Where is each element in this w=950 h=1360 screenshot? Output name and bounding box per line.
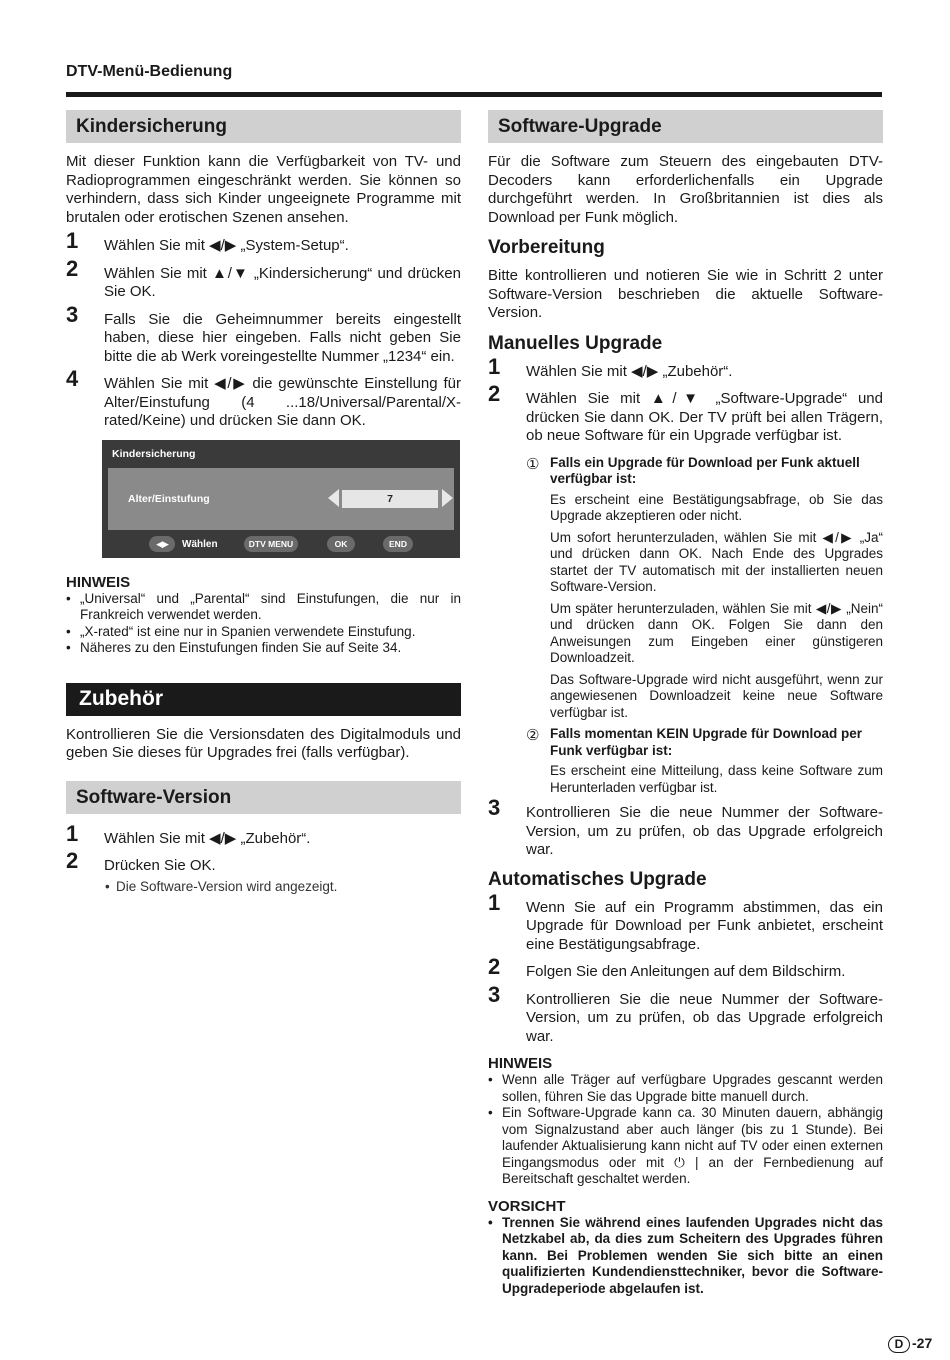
hinweis-heading: HINWEIS	[66, 573, 131, 591]
step-text: Drücken Sie OK.	[104, 857, 216, 874]
note-item: • „Universal“ und „Parental“ sind Einstufungen, die nur in Frankreich verwendet werden.	[66, 591, 461, 624]
subheading-manuelles-upgrade: Manuelles Upgrade	[488, 332, 663, 354]
left-column	[66, 110, 461, 905]
note-item: • „X-rated“ ist eine nur in Spanien verwendete Einstufung.	[66, 624, 461, 641]
step-number: 1	[488, 889, 501, 915]
page-number	[888, 1335, 932, 1353]
tv-menu-body	[108, 468, 454, 530]
step-text: Wählen Sie mit ◀/▶ „Zubehör“.	[526, 362, 733, 380]
subheading-vorbereitung: Vorbereitung	[488, 237, 605, 258]
step-subnote: • Die Software-Version wird angezeigt.	[104, 878, 461, 897]
step-number: 1	[488, 353, 501, 379]
vorbereitung-text: Bitte kontrollieren und notieren Sie wie in Schritt 2 unter Software-Version beschrieben die aktuelle Software-Version.	[488, 267, 883, 321]
note-item: • Ein Software-Upgrade kann ca. 30 Minuten dauern, abhängig vom Signalzustand aber auch länger (bis zu 1 Stunde). Bei laufender Aktualisierung kann nicht auf TV oder einen externen Eingangsmodus oder mit ⏻ | an der Fernbedienung auf Bereitschaft geschaltet werden.	[488, 1105, 883, 1188]
software-version-steps	[66, 820, 461, 897]
language-badge: D	[888, 1336, 910, 1353]
vorsicht-heading: VORSICHT	[488, 1197, 566, 1215]
hinweis-list	[488, 1072, 883, 1188]
option-heading: Falls momentan KEIN Upgrade für Download per Funk verfügbar ist:	[550, 726, 863, 758]
tv-menu-title: Kindersicherung	[112, 447, 196, 460]
tv-menu-value: 7	[342, 490, 438, 508]
kindersicherung-steps	[66, 228, 461, 431]
step-number: 1	[66, 228, 79, 253]
step	[66, 255, 461, 302]
step	[66, 820, 461, 849]
step-number: 3	[66, 301, 79, 327]
step-number: 2	[66, 848, 79, 873]
hinweis-heading: HINWEIS	[488, 1055, 553, 1072]
step-number: 2	[488, 954, 501, 979]
tv-menu-button-bar	[102, 530, 460, 558]
step	[66, 228, 461, 256]
step	[488, 795, 883, 860]
option-text: Es erscheint eine Mitteilung, dass keine Software zum Herunterladen verfügbar ist.	[550, 763, 883, 795]
step-text: Kontrollieren Sie die neue Nummer der Software-Version, um zu prüfen, ob das Upgrade erfolgreich war.	[526, 804, 883, 858]
hinweis-list	[66, 591, 461, 657]
arrow-right-icon	[442, 489, 453, 507]
circled-one-icon: ①	[526, 455, 540, 473]
step-text: Wenn Sie auf ein Programm abstimmen, das ein Upgrade für Download per Funk anbietet, erscheint eine Bestätigungsabfrage.	[526, 898, 883, 953]
section-heading-kindersicherung: Kindersicherung	[66, 110, 461, 143]
step-number: 4	[66, 366, 79, 391]
step	[488, 981, 883, 1047]
page-number-text: -27	[912, 1335, 933, 1351]
section-heading-software-version: Software-Version	[66, 781, 461, 814]
manuelles-upgrade-steps-cont	[488, 795, 883, 860]
section-heading-software-upgrade: Software-Upgrade	[488, 110, 883, 143]
arrow-left-icon	[328, 489, 339, 507]
step-number: 2	[488, 381, 501, 406]
step	[488, 381, 883, 446]
option-heading: Falls ein Upgrade für Download per Funk aktuell verfügbar ist:	[550, 454, 860, 486]
subheading-automatisches-upgrade: Automatisches Upgrade	[488, 868, 707, 890]
step	[66, 366, 461, 431]
tv-menu-screenshot	[102, 440, 460, 558]
step-number: 3	[488, 795, 501, 820]
step-text: Wählen Sie mit ◀/▶ „System-Setup“.	[104, 237, 349, 254]
tv-menu-nav-label: Wählen	[182, 538, 218, 550]
manuelles-upgrade-steps	[488, 353, 883, 446]
kindersicherung-intro: Mit dieser Funktion kann die Verfügbarkeit von TV- und Radioprogrammen eingeschränkt werden. Sie können so verhindern, dass sich Kinder ungeeignete Programme mit brutalen oder erotischen Szenen ansehen.	[66, 153, 461, 226]
ok-button: OK	[327, 536, 355, 552]
caution-item: • Trennen Sie während eines laufenden Upgrades nicht das Netzkabel ab, da dies zum Scheitern des Upgrades führen kann. Bei Problemen wenden Sie sich bitte an einen qualifizierten Kundendiensttechniker, bevor die Software-Upgradeperiode abgelaufen ist.	[488, 1215, 883, 1298]
step	[66, 848, 461, 896]
step	[488, 954, 883, 982]
note-item: • Wenn alle Träger auf verfügbare Upgrades gescannt werden sollen, führen Sie das Upgrade bitte manuell durch.	[488, 1072, 883, 1105]
option-no-upgrade	[526, 726, 883, 796]
option-text: Es erscheint eine Bestätigungsabfrage, ob Sie das Upgrade akzeptieren oder nicht.	[550, 491, 883, 523]
vorsicht-list	[488, 1215, 883, 1298]
option-text: Das Software-Upgrade wird nicht ausgeführt, wenn zur angewiesenen Downloadzeit keine neue Software verfügbar ist.	[550, 671, 883, 720]
upgrade-options	[526, 455, 883, 797]
circled-two-icon: ②	[526, 727, 540, 744]
step-text: Falls Sie die Geheimnummer bereits eingestellt haben, diese hier eingeben. Falls nicht geben Sie bitte die ab Werk voreingestellte Nummer „1234“ ein.	[104, 310, 461, 365]
dtv-menu-button: DTV MENU	[244, 536, 298, 552]
step-text: Wählen Sie mit ▲/▼ „Kindersicherung“ und drücken Sie OK.	[104, 264, 461, 300]
option-text: Um sofort herunterzuladen, wählen Sie mit ◀/▶ „Ja“ und drücken dann OK. Nach Ende des Upgrades startet der TV automatisch mit der installierten neuen Software-Version.	[550, 529, 883, 594]
left-right-arrows-icon: ◀▶	[149, 536, 175, 552]
step-text: Wählen Sie mit ◀/▶ „Zubehör“.	[104, 829, 311, 847]
section-heading-zubehoer: Zubehör	[66, 683, 461, 716]
step-number: 2	[66, 255, 79, 281]
step-text: Wählen Sie mit ▲/▼ „Software-Upgrade“ und drücken Sie dann OK. Der TV prüft bei allen Trägern, ob neue Software für ein Upgrade verfügbar ist.	[526, 390, 883, 444]
end-button: END	[383, 536, 413, 552]
step	[488, 353, 883, 382]
step	[66, 301, 461, 367]
step-text: Kontrollieren Sie die neue Nummer der Software-Version, um zu prüfen, ob das Upgrade erfolgreich war.	[526, 990, 883, 1045]
page-header-title: DTV-Menü-Bedienung	[66, 63, 233, 80]
note-item: • Näheres zu den Einstufungen finden Sie auf Seite 34.	[66, 640, 461, 657]
header-rule	[66, 92, 882, 97]
step-text: Wählen Sie mit ◀/▶ die gewünschte Einstellung für Alter/Einstufung (4 ...18/Universal/Parental/X-rated/Keine) und drücken Sie dann OK.	[104, 375, 461, 429]
software-upgrade-intro: Für die Software zum Steuern des eingebauten DTV-Decoders kann erforderlichenfalls ein Upgrade durchgeführt werden. In Großbritannien ist dies als Download per Funk möglich.	[488, 153, 883, 226]
option-text: Um später herunterzuladen, wählen Sie mit ◀/▶ „Nein“ und drücken dann OK. Folgen Sie dann den Anweisungen zum Eingeben einer günstigeren Downloadzeit.	[550, 600, 883, 665]
automatisches-upgrade-steps	[488, 889, 883, 1047]
step-number: 3	[488, 981, 501, 1007]
step	[488, 889, 883, 955]
tv-menu-row-label: Alter/Einstufung	[128, 492, 210, 505]
zubehoer-intro: Kontrollieren Sie die Versionsdaten des Digitalmoduls und geben Sie dieses für Upgrades frei (falls verfügbar).	[66, 725, 461, 761]
right-column	[488, 110, 883, 1307]
step-text: Folgen Sie den Anleitungen auf dem Bildschirm.	[526, 963, 846, 980]
step-number: 1	[66, 820, 79, 846]
option-upgrade-available	[526, 455, 883, 722]
